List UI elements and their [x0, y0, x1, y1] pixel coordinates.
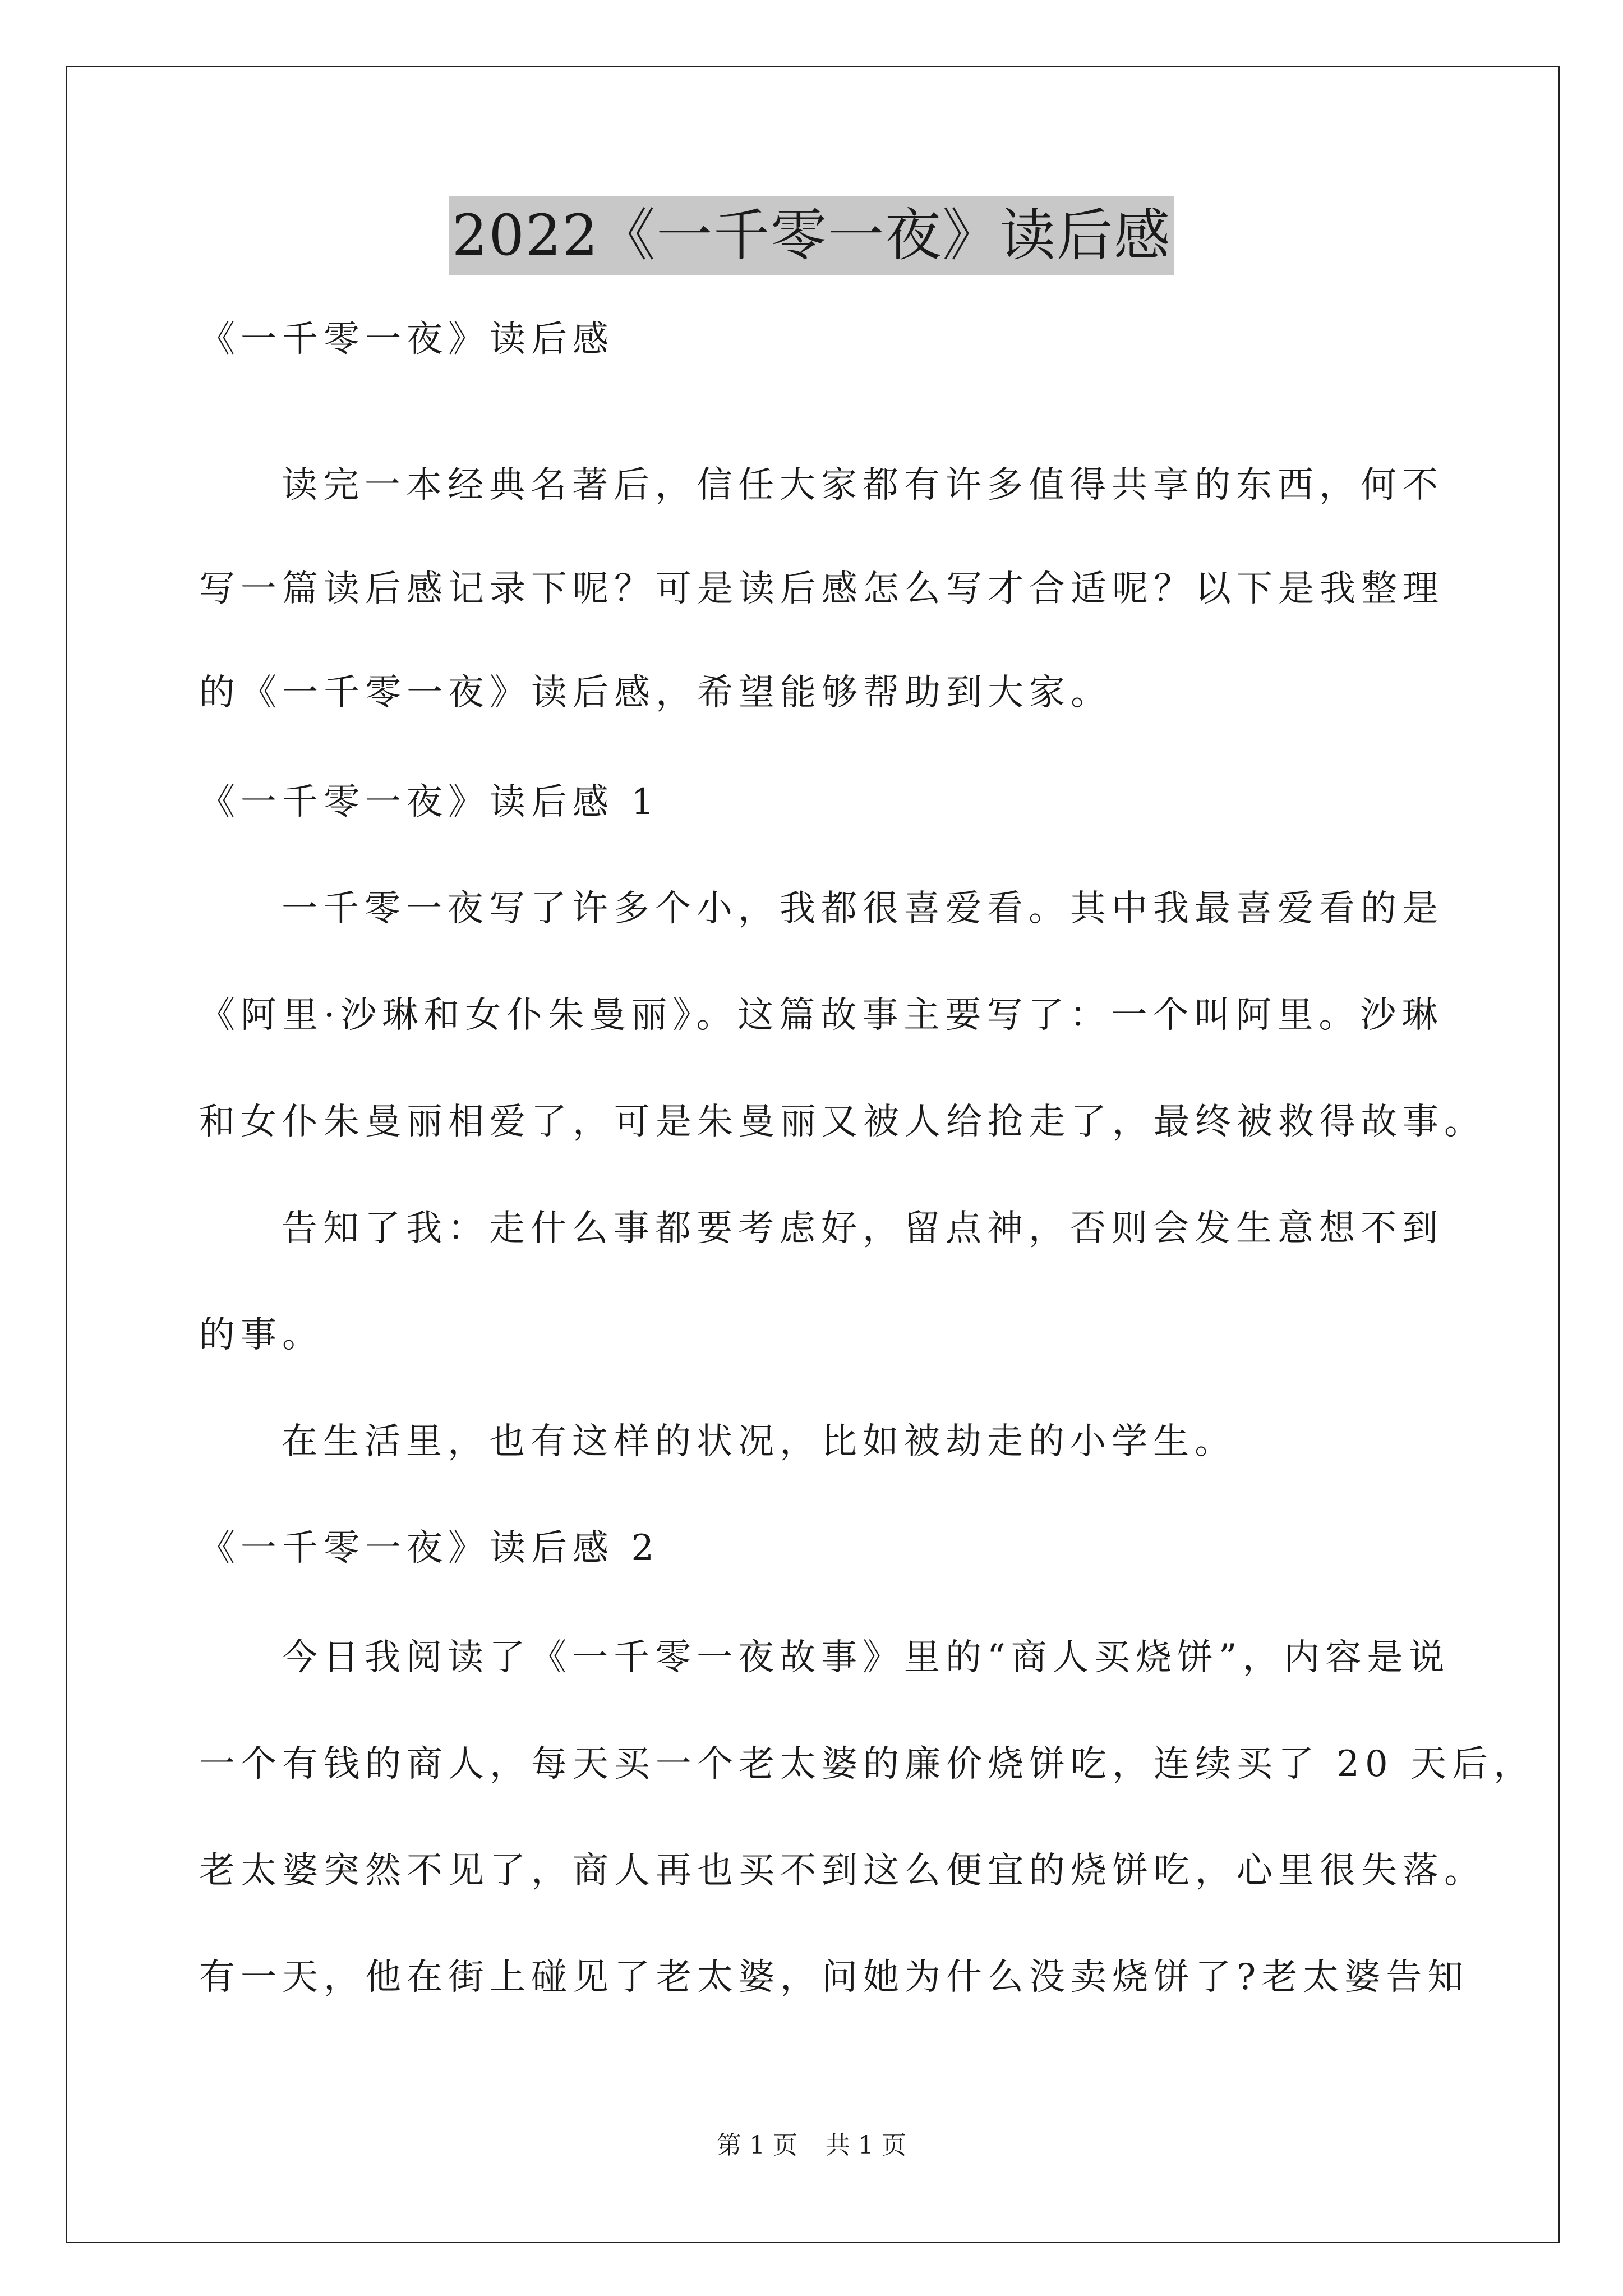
paragraph-line: 读完一本经典名著后，信任大家都有许多值得共享的东西，何不 — [282, 464, 1444, 506]
section-heading: 《一千零一夜》读后感 2 — [199, 1527, 660, 1569]
paragraph-line: 的事。 — [199, 1314, 324, 1356]
paragraph-line: 在生活里，也有这样的状况，比如被劫走的小学生。 — [282, 1421, 1236, 1462]
paragraph-line: 老太婆突然不见了，商人再也买不到这么便宜的烧饼吃，心里很失落。 — [199, 1850, 1486, 1892]
title-container — [0, 196, 1623, 275]
document-title: 2022《一千零一夜》读后感 — [449, 196, 1175, 275]
paragraph-line: 的《一千零一夜》读后感，希望能够帮助到大家。 — [199, 672, 1112, 714]
paragraph-line: 和女仆朱曼丽相爱了，可是朱曼丽又被人给抢走了，最终被救得故事。 — [199, 1101, 1486, 1143]
page-border — [66, 66, 1560, 2243]
paragraph-line: 一个有钱的商人，每天买一个老太婆的廉价烧饼吃，连续买了 20 天后， — [199, 1743, 1536, 1785]
paragraph-line: 《阿里·沙琳和女仆朱曼丽》。这篇故事主要写了：一个叫阿里。沙琳 — [199, 995, 1444, 1036]
paragraph-line: 有一天，他在街上碰见了老太婆，问她为什么没卖烧饼了?老太婆告知 — [199, 1957, 1469, 1998]
paragraph-line: 告知了我：走什么事都要考虑好，留点神，否则会发生意想不到 — [282, 1208, 1444, 1249]
page-total: 共 1 页 — [826, 2131, 906, 2160]
section-heading: 《一千零一夜》读后感 — [199, 319, 614, 360]
paragraph-line: 写一篇读后感记录下呢？可是读后感怎么写才合适呢？以下是我整理 — [199, 568, 1444, 610]
page-number: 第 1 页 — [717, 2131, 797, 2160]
paragraph-line: 一千零一夜写了许多个小，我都很喜爱看。其中我最喜爱看的是 — [282, 888, 1444, 930]
page-footer — [0, 2129, 1623, 2162]
paragraph-line: 今日我阅读了《一千零一夜故事》里的“商人买烧饼”，内容是说 — [282, 1637, 1450, 1678]
section-heading: 《一千零一夜》读后感 1 — [199, 781, 660, 823]
